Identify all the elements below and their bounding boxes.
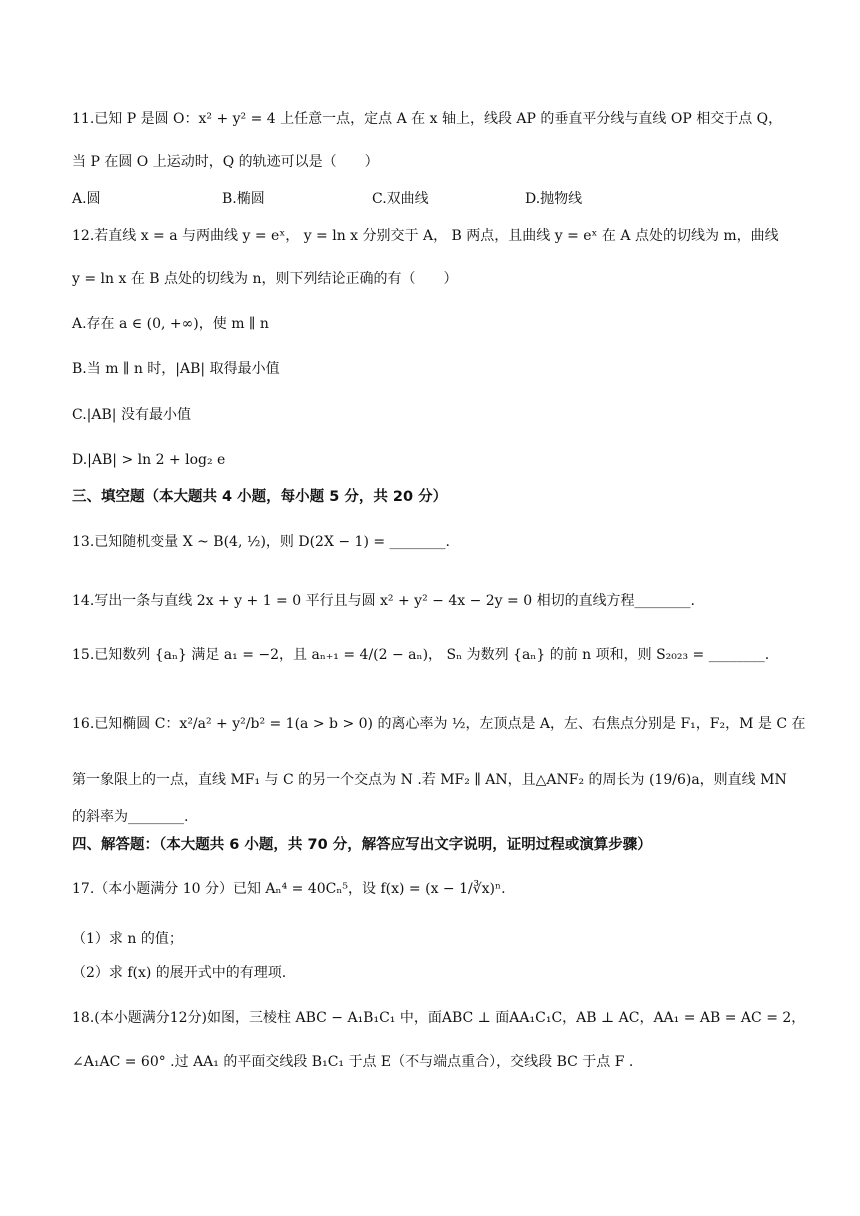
q11-line2: 当 P 在圆 O 上运动时，Q 的轨迹可以是（ ） — [72, 154, 379, 170]
q11-option-c: C.双曲线 — [372, 191, 429, 207]
section-fill-in-heading: 三、填空题（本大题共 4 小题，每小题 5 分，共 20 分） — [72, 489, 448, 505]
q11-option-a: A.圆 — [72, 191, 101, 207]
q11-option-b: B.椭圆 — [222, 191, 265, 207]
q13: 13.已知随机变量 X ~ B(4, ½)，则 D(2X − 1) = ________. — [72, 534, 450, 550]
q11-option-d: D.抛物线 — [525, 191, 583, 207]
section-solution-heading: 四、解答题：（本大题共 6 小题，共 70 分，解答应写出文字说明，证明过程或演算步骤） — [72, 837, 652, 853]
q17-line1: 17.（本小题满分 10 分）已知 Aₙ⁴ = 40Cₙ⁵，设 f(x) = (x − 1/∛x)ⁿ. — [72, 881, 506, 897]
q17-part2: （2）求 f(x) 的展开式中的有理项. — [72, 965, 287, 981]
q18-line1: 18.(本小题满分12分)如图，三棱柱 ABC − A₁B₁C₁ 中，面ABC ⊥ 面AA₁C₁C，AB ⊥ AC，AA₁ = AB = AC = 2， — [72, 1010, 806, 1026]
q12-option-b: B.当 m ∥ n 时，|AB| 取得最小值 — [72, 361, 280, 377]
q17-part1: （1）求 n 的值； — [72, 931, 183, 947]
q11-options — [72, 188, 800, 210]
q16-line3: 的斜率为________. — [72, 809, 189, 825]
q12-option-a: A.存在 a ∈ (0, +∞)，使 m ∥ n — [72, 316, 269, 332]
q18-line2: ∠A₁AC = 60° .过 AA₁ 的平面交线段 B₁C₁ 于点 E（不与端点重合），交线段 BC 于点 F . — [72, 1054, 634, 1070]
q16-line1: 16.已知椭圆 C：x²/a² + y²/b² = 1(a > b > 0) 的离心率为 ½，左顶点是 A，左、右焦点分别是 F₁，F₂，M 是 C 在 — [72, 716, 806, 732]
q12-option-d: D.|AB| > ln 2 + log₂ e — [72, 452, 226, 468]
q12-line1: 12.若直线 x = a 与两曲线 y = eˣ， y = ln x 分别交于 A， B 两点，且曲线 y = eˣ 在 A 点处的切线为 m，曲线 — [72, 228, 779, 244]
q12-option-c: C.|AB| 没有最小值 — [72, 407, 191, 423]
q15: 15.已知数列 {aₙ} 满足 a₁ = −2，且 aₙ₊₁ = 4/(2 − aₙ)， Sₙ 为数列 {aₙ} 的前 n 项和，则 S₂₀₂₃ = ________. — [72, 647, 770, 663]
q12-line2: y = ln x 在 B 点处的切线为 n，则下列结论正确的有（ ） — [72, 271, 458, 287]
q16-line2: 第一象限上的一点，直线 MF₁ 与 C 的另一个交点为 N .若 MF₂ ∥ AN，且△ANF₂ 的周长为 (19/6)a，则直线 MN — [72, 772, 787, 788]
q11-line1: 11.已知 P 是圆 O：x² + y² = 4 上任意一点，定点 A 在 x 轴上，线段 AP 的垂直平分线与直线 OP 相交于点 Q， — [72, 111, 783, 127]
q14: 14.写出一条与直线 2x + y + 1 = 0 平行且与圆 x² + y² − 4x − 2y = 0 相切的直线方程________. — [72, 593, 696, 609]
